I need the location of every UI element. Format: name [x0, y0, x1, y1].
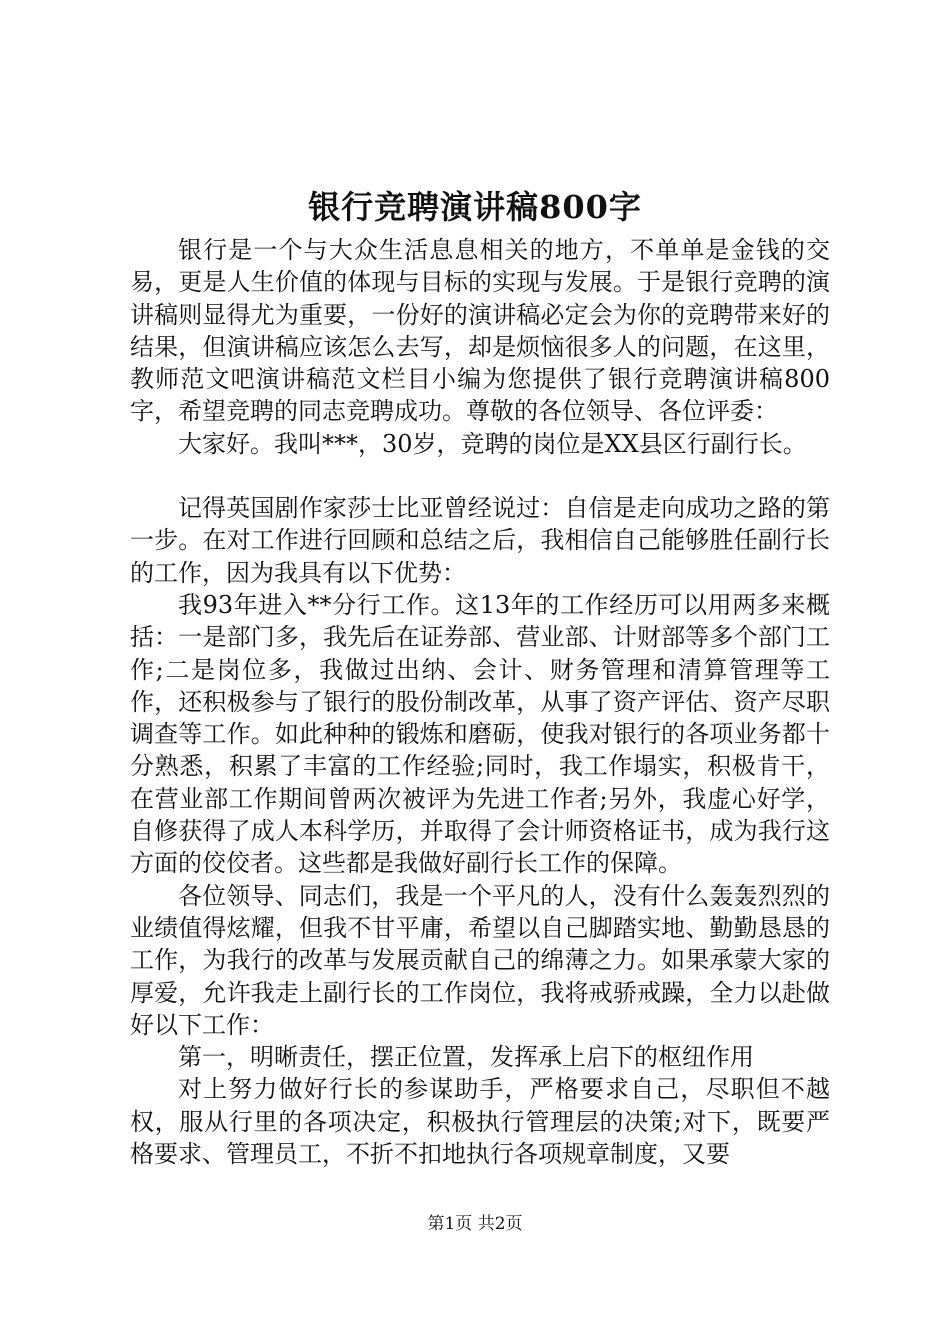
paragraph-heading-first: 第一，明晰责任，摆正位置，发挥承上启下的枢纽作用	[178, 1043, 754, 1072]
document-title: 银行竞聘演讲稿800字	[308, 188, 642, 226]
paragraph-experience: 我93年进入**分行工作。这13年的工作经历可以用两多来概括：一是部门多，我先后在证券部、营业部、计财部等多个部门工作;二是岗位多，我做过出纳、会计、财务管理和清算管理等工作，还积极参与了银行的股份制改革，从事了资产评估、资产尽职调查等工作。如此种种的锻炼和磨砺，使我对银行的各项业务都十分熟悉，积累了丰富的工作经验;同时，我工作塌实，积极肯干，在营业部工作期间曾两次被评为先进工作者;另外，我虚心好学，自修获得了成人本科学历，并取得了会计师资格证书，成为我行这方面的佼佼者。这些都是我做好副行长工作的保障。	[130, 590, 830, 878]
paragraph-intro: 银行是一个与大众生活息息相关的地方，不单单是金钱的交易，更是人生价值的体现与目标的实现与发展。于是银行竞聘的演讲稿则显得尤为重要，一份好的演讲稿必定会为你的竞聘带来好的结果，但演讲稿应该怎么去写，却是烦恼很多人的问题，在这里，教师范文吧演讲稿范文栏目小编为您提供了银行竞聘演讲稿800字，希望竞聘的同志竞聘成功。尊敬的各位领导、各位评委：	[130, 236, 830, 426]
paragraph-greeting: 大家好。我叫***，30岁，竞聘的岗位是XX县区行副行长。	[178, 429, 807, 458]
document-body	[130, 234, 830, 1170]
paragraph-commitment: 各位领导、同志们，我是一个平凡的人，没有什么轰轰烈烈的业绩值得炫耀，但我不甘平庸，希望以自己脚踏实地、勤勤恳恳的工作，为我行的改革与发展贡献自己的绵薄之力。如果承蒙大家的厚爱，允许我走上副行长的工作岗位，我将戒骄戒躁，全力以赴做好以下工作：	[130, 881, 830, 1039]
paragraph-duties: 对上努力做好行长的参谋助手，严格要求自己，尽职但不越权，服从行里的各项决定，积极执行管理层的决策;对下，既要严格要求、管理员工，不折不扣地执行各项规章制度，又要	[130, 1075, 830, 1169]
paragraph-confidence: 记得英国剧作家莎士比亚曾经说过：自信是走向成功之路的第一步。在对工作进行回顾和总结之后，我相信自己能够胜任副行长的工作，因为我具有以下优势：	[130, 494, 830, 587]
page-footer: 第1页 共2页	[427, 1214, 523, 1234]
